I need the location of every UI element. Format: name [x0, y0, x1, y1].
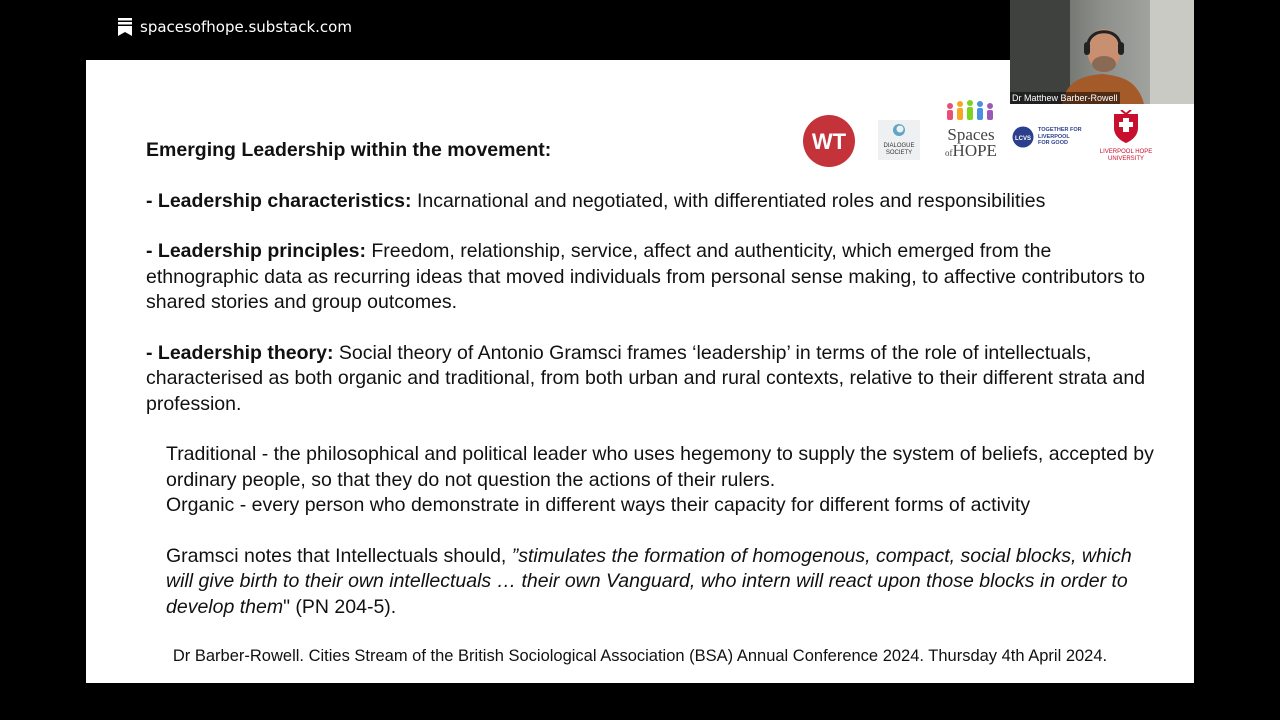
svg-text:LCVS: LCVS: [1014, 136, 1032, 142]
traditional-definition: Traditional - the philosophical and political leader who uses hegemony to supply the system of beliefs, accepted by ordinary people, so that they do not question the actions of their rulers.: [166, 443, 1154, 491]
svg-text:WT: WT: [811, 129, 847, 154]
liverpool-hope-university-logo: LIVERPOOL HOPE UNIVERSITY: [1098, 110, 1154, 170]
participant-video[interactable]: [1010, 0, 1194, 104]
substack-icon: [118, 18, 132, 36]
slide-body: [146, 138, 1156, 620]
dialogue-society-logo: DIALOGUE SOCIETY: [878, 120, 920, 160]
slide-title: Emerging Leadership within the movement:: [146, 139, 552, 161]
leadership-characteristics: - Leadership characteristics: Incarnational and negotiated, with differentiated roles and responsibilities: [146, 189, 1046, 212]
substack-url: spacesofhope.substack.com: [140, 18, 352, 36]
gramsci-quote: Gramsci notes that Intellectuals should, ”stimulates the formation of homogenous, compact, social blocks, which will give birth to their own intellectuals … their own Vanguard, who intern will react upon those blocks in order to develop them" (PN 204-5).: [166, 544, 1132, 618]
presentation-slide: [86, 60, 1194, 683]
dialogue-icon: [891, 122, 907, 138]
lcvs-logo: LCVS TOGETHER FOR LIVERPOOL FOR GOOD: [1012, 126, 1082, 152]
spaces-of-hope-logo: Spaces ofHOPE: [942, 100, 1000, 174]
slide-footer: Dr Barber-Rowell. Cities Stream of the British Sociological Association (BSA) Annual Conference 2024. Thursday 4th April 2024.: [172, 647, 1108, 665]
leadership-theory: - Leadership theory: Social theory of Antonio Gramsci frames ‘leadership’ in terms of the role of intellectuals, characterised as both organic and traditional, from both urban and rural contexts, relative to their different strata and profession.: [146, 341, 1146, 415]
people-icon: [942, 100, 998, 122]
leadership-principles: - Leadership principles: Freedom, relationship, service, affect and authenticity, which emerged from the ethnographic data as recurring ideas that moved individuals from personal sense making, to affective contributors to shared stories and group outcomes.: [146, 240, 1146, 313]
substack-link[interactable]: [118, 18, 352, 36]
participant-name: Dr Matthew Barber-Rowell: [1012, 93, 1118, 103]
organic-definition: Organic - every person who demonstrate in different ways their capacity for different forms of activity: [166, 494, 1031, 516]
participant-avatar: [1010, 0, 1194, 104]
